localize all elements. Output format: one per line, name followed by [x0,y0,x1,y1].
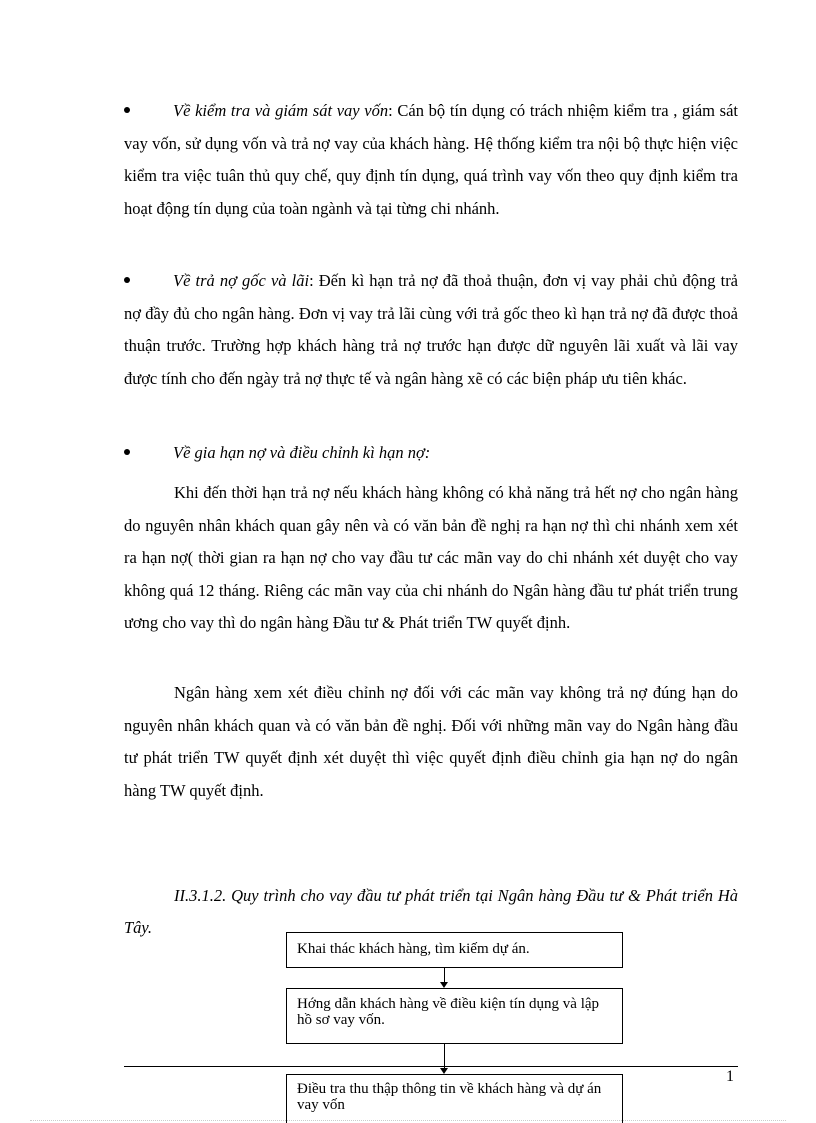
bullet-icon [124,107,130,113]
flow-arrow [444,968,445,982]
bullet-text: : Cán bộ tín dụng có trách nhiệm kiểm tra , giám sát vay vốn, sử dụng vốn và trả nợ vay của khách hàng. Hệ thống kiểm tra nội bộ thực hiện việc kiểm tra việc tuân thủ quy chế, quy định tín dụng, quá trình vay vốn theo quy định kiểm tra hoạt động tín dụng của toàn ngành và tại từng chi nhánh. [124,101,738,218]
bullet-lead: Về trả nợ gốc và lãi [173,271,310,290]
page-number: 1 [726,1068,734,1085]
page-edge [30,1120,786,1121]
bullet-icon [124,449,130,455]
bullet-lead: Về kiểm tra và giám sát vay vốn [173,101,389,120]
bullet-paragraph-extension [124,437,738,470]
section-heading: II.3.1.2. Quy trình cho vay đầu tư phát triển tại Ngân hàng Đầu tư & Phát triển Hà Tây. [124,886,738,937]
flow-arrow [444,1044,445,1068]
footer-rule [124,1066,738,1067]
bullet-icon [124,277,130,283]
body-paragraph-1: Khi đến thời hạn trả nợ nếu khách hàng không có khả năng trả hết nợ cho ngân hàng do nguyên nhân khách quan gây nên và có văn bản đề nghị ra hạn nợ thì chi nhánh xem xét ra hạn nợ( thời gian ra hạn nợ cho vay đầu tư các mãn vay do chi nhánh xét duyệt cho vay không quá 12 tháng. Riêng các mãn vay của chi nhánh do Ngân hàng đầu tư phát triển trung ương cho vay thì do ngân hàng Đầu tư & Phát triển TW quyết định. [124,483,738,632]
flow-step-1: Khai thác khách hàng, tìm kiếm dự án. [286,932,623,968]
bullet-paragraph-repayment [124,265,738,395]
flow-step-3: Điều tra thu thập thông tin về khách hàng và dự án vay vốn [286,1074,623,1123]
bullet-text: : Đến kì hạn trả nợ đã thoả thuận, đơn vị vay phải chủ động trả nợ đầy đủ cho ngân hàng. Đơn vị vay trả lãi cùng với trả gốc theo kì hạn trả nợ đã được thoả thuận trước. Trường hợp khách hàng trả nợ trước hạn được dữ nguyên lãi xuất và lãi vay được tính cho đến ngày trả nợ thực tế và ngân hàng xẽ có các biện pháp ưu tiên khác. [124,271,739,388]
bullet-lead: Về gia hạn nợ và điều chỉnh kì hạn nợ: [173,443,431,462]
flow-step-2: Hớng dẫn khách hàng về điều kiện tín dụng và lập hồ sơ vay vốn. [286,988,623,1044]
bullet-paragraph-loan-monitoring [124,95,738,225]
body-paragraph-2: Ngân hàng xem xét điều chỉnh nợ đối với các mãn vay không trả nợ đúng hạn do nguyên nhân khách quan và có văn bản đề nghị. Đối với những mãn vay do Ngân hàng đầu tư phát triển TW quyết định xét duyệt thì việc quyết định điều chỉnh gia hạn nợ do ngân hàng TW quyết định. [124,683,738,800]
